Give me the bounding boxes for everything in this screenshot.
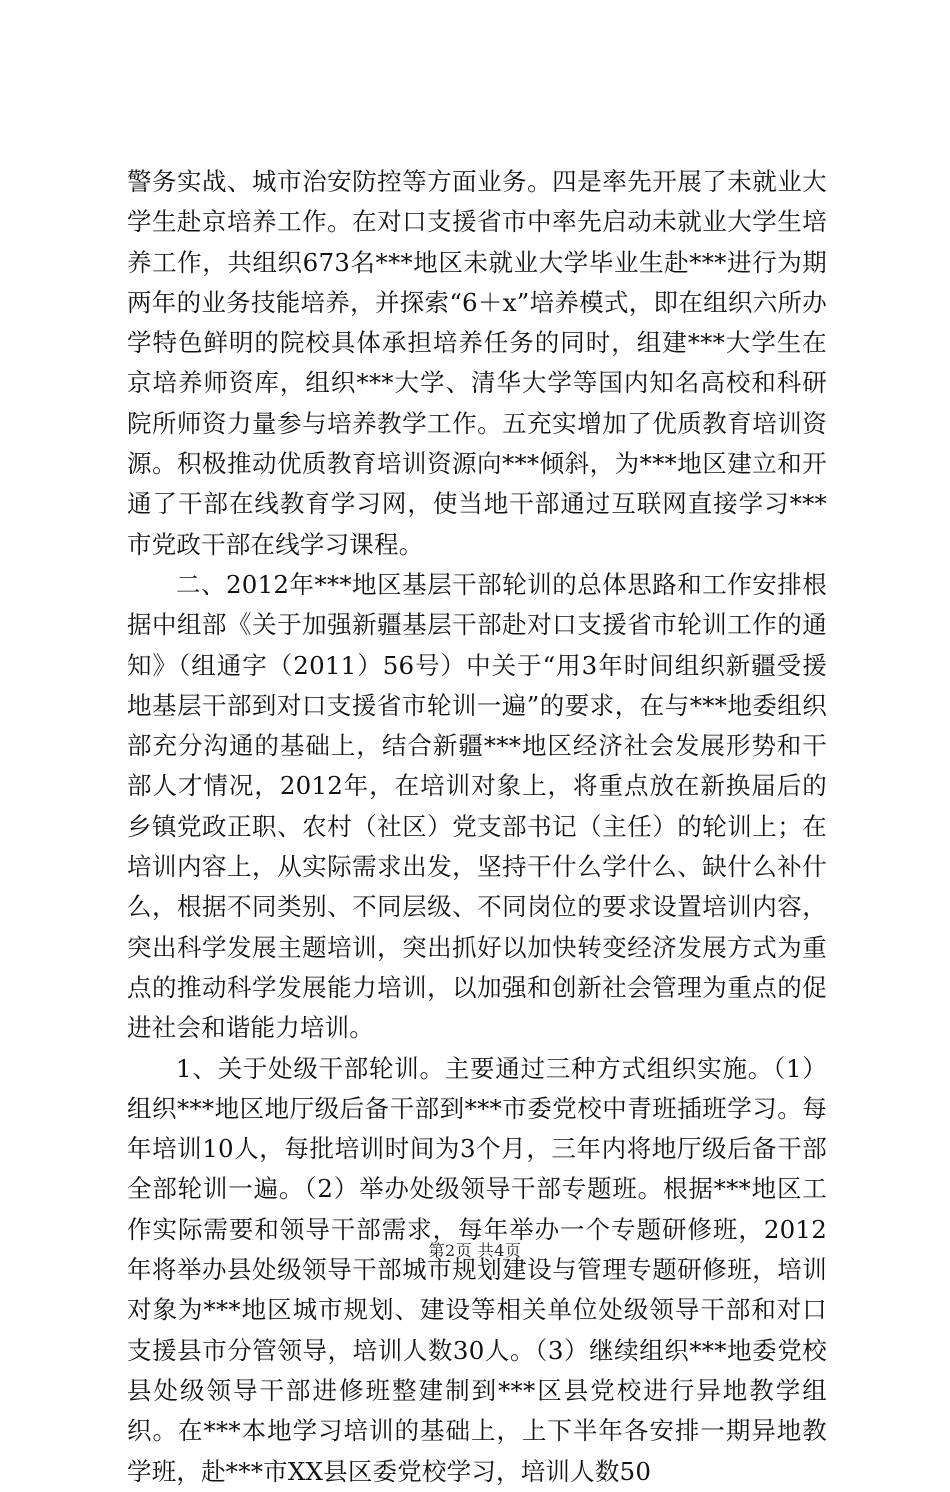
paragraph-3: 1、关于处级干部轮训。主要通过三种方式组织实施。（1）组织***地区地厅级后备干部到***市委党校中青班插班学习。每年培训10人，每批培训时间为3个月，三年内将地厅级后备干部全部轮训一遍。（2）举办处级领导干部专题班。根据***地区工作实际需要和领导干部需求，每年举办一个专题研修班，2012年将举办县处级领导干部城市规划建设与管理专题研修班，培训对象为***地区城市规划、建设等相关单位处级领导干部和对口支援县市分管领导，培训人数30人。（3）继续组织***地委党校县处级领导干部进修班整建制到***区县党校进行异地教学组织。在***本地学习培训的基础上，上下半年各安排一期异地教学班，赴***市XX县区委党校学习，培训人数50 bbox=[127, 1053, 827, 1486]
page-number-footer: 第2页 共4页 bbox=[428, 1241, 522, 1260]
paragraph-2: 二、2012年***地区基层干部轮训的总体思路和工作安排根据中组部《关于加强新疆基层干部赴对口支援省市轮训工作的通知》（组通字（2011）56号）中关于“用3年时间组织新疆受援地基层干部到对口支援省市轮训一遍”的要求，在与***地委组织部充分沟通的基础上，结合新疆***地区经济社会发展形势和干部人才情况，2012年，在培训对象上，将重点放在新换届后的乡镇党政正职、农村（社区）党支部书记（主任）的轮训上；在培训内容上，从实际需求出发，坚持干什么学什么、缺什么补什么，根据不同类别、不同层级、不同岗位的要求设置培训内容，突出科学发展主题培训，突出抓好以加快转变经济发展方式为重点的推动科学发展能力培训，以加强和创新社会管理为重点的促进社会和谐能力培训。 bbox=[127, 569, 827, 1043]
document-body bbox=[127, 162, 827, 1492]
paragraph-1: 警务实战、城市治安防控等方面业务。四是率先开展了未就业大学生赴京培养工作。在对口支援省市中率先启动未就业大学生培养工作，共组织673名***地区未就业大学毕业生赴***进行为期两年的业务技能培养，并探索“6＋x”培养模式，即在组织六所办学特色鲜明的院校具体承担培养任务的同时，组建***大学生在京培养师资库，组织***大学、清华大学等国内知名高校和科研院所师资力量参与培养教学工作。五充实增加了优质教育培训资源。积极推动优质教育培训资源向***倾斜，为***地区建立和开通了干部在线教育学习网，使当地干部通过互联网直接学习***市党政干部在线学习课程。 bbox=[127, 167, 827, 559]
